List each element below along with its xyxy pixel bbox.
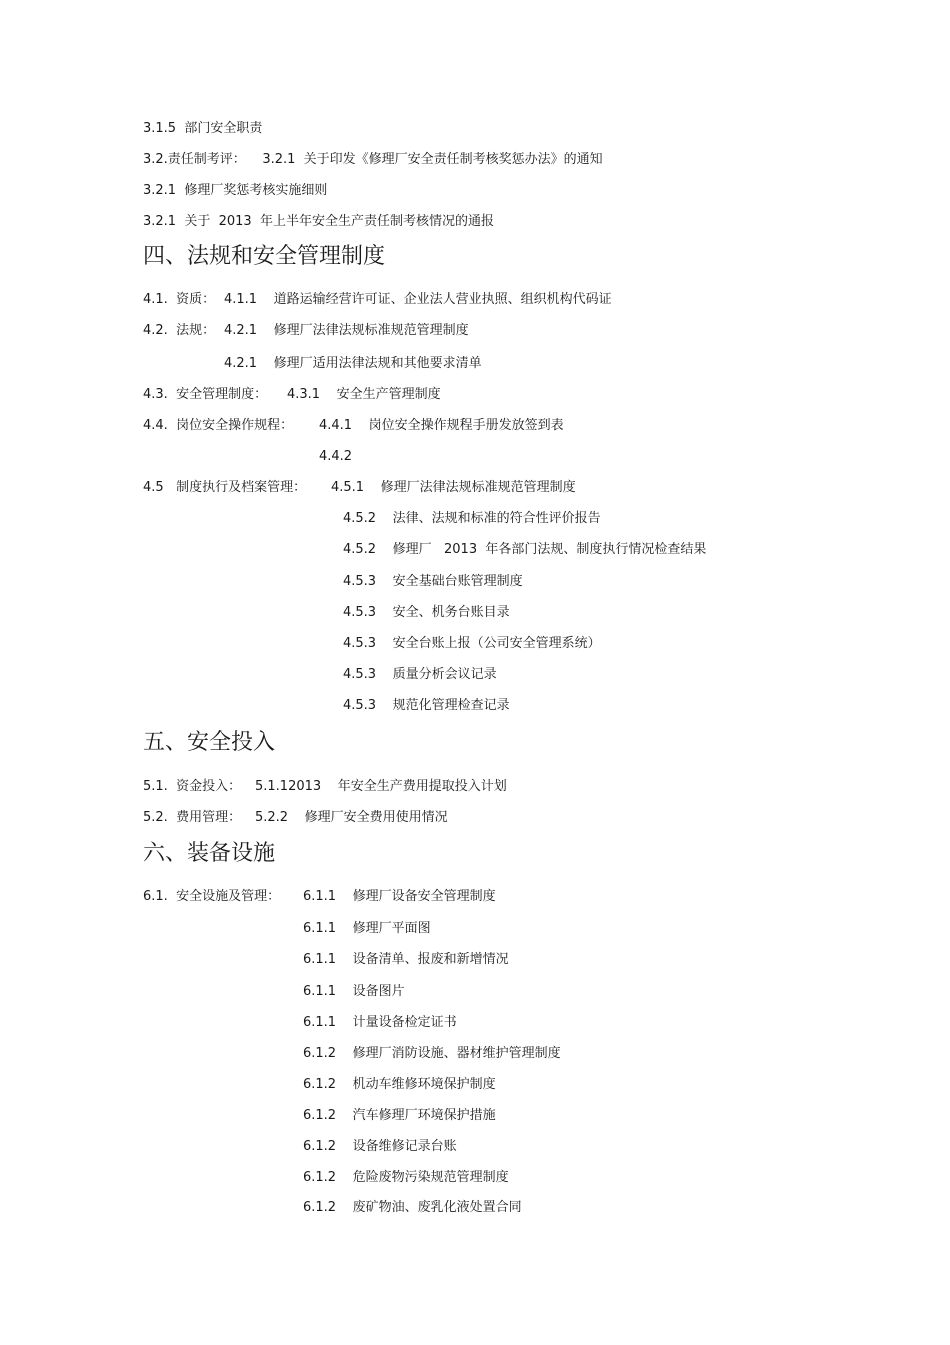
line-4-1-label: 4.1. 资质：: [143, 292, 216, 307]
line-6-1-1-a: 6.1.1 修理厂设备安全管理制度: [303, 889, 496, 904]
line-4-5-3-a: 4.5.3 安全基础台账管理制度: [343, 574, 523, 589]
line-6-1-2-e: 6.1.2 危险废物污染规范管理制度: [303, 1170, 509, 1185]
line-4-4-label: 4.4. 岗位安全操作规程：: [143, 418, 294, 433]
line-3-2: 3.2.责任制考评： 3.2.1 关于印发《修理厂安全责任制考核奖惩办法》的通知: [143, 152, 603, 167]
section-heading-4: 四、法规和安全管理制度: [143, 244, 386, 269]
line-5-1-1: 5.1.12013 年安全生产费用提取投入计划: [255, 779, 507, 794]
line-4-3-label: 4.3. 安全管理制度：: [143, 387, 268, 402]
line-4-2-label: 4.2. 法规：: [143, 323, 216, 338]
section-heading-6: 六、装备设施: [143, 841, 276, 866]
line-5-1-label: 5.1. 资金投入：: [143, 779, 242, 794]
line-4-5-2-a: 4.5.2 法律、法规和标准的符合性评价报告: [343, 511, 601, 526]
line-4-4-1: 4.4.1 岗位安全操作规程手册发放签到表: [319, 418, 564, 433]
line-4-3-1: 4.3.1 安全生产管理制度: [287, 387, 441, 402]
line-6-1-1-b: 6.1.1 修理厂平面图: [303, 921, 431, 936]
line-4-1-1: 4.1.1 道路运输经营许可证、企业法人营业执照、组织机构代码证: [224, 292, 612, 307]
line-6-1-2-d: 6.1.2 设备维修记录台账: [303, 1139, 457, 1154]
line-4-5-2-b: 4.5.2 修理厂 2013 年各部门法规、制度执行情况检查结果: [343, 542, 707, 557]
line-3-1-5: 3.1.5 部门安全职责: [143, 121, 263, 136]
line-6-1-2-c: 6.1.2 汽车修理厂环境保护措施: [303, 1108, 496, 1123]
section-heading-5: 五、安全投入: [143, 730, 276, 755]
line-4-4-2: 4.4.2: [319, 449, 353, 464]
line-4-5-3-b: 4.5.3 安全、机务台账目录: [343, 605, 510, 620]
line-4-2-1-b: 4.2.1 修理厂适用法律法规和其他要求清单: [224, 356, 482, 371]
line-4-5-3-e: 4.5.3 规范化管理检查记录: [343, 698, 510, 713]
line-4-5-3-c: 4.5.3 安全台账上报（公司安全管理系统）: [343, 636, 601, 651]
line-4-5-3-d: 4.5.3 质量分析会议记录: [343, 667, 497, 682]
line-3-2-1-a: 3.2.1 修理厂奖惩考核实施细则: [143, 183, 328, 198]
line-6-1-2-f: 6.1.2 废矿物油、废乳化液处置合同: [303, 1200, 522, 1215]
line-6-1-1-e: 6.1.1 计量设备检定证书: [303, 1015, 457, 1030]
line-3-2-1-b: 3.2.1 关于 2013 年上半年安全生产责任制考核情况的通报: [143, 214, 494, 229]
line-6-1-2-a: 6.1.2 修理厂消防设施、器材维护管理制度: [303, 1046, 561, 1061]
line-4-5-1: 4.5.1 修理厂法律法规标准规范管理制度: [331, 480, 576, 495]
line-4-2-1-a: 4.2.1 修理厂法律法规标准规范管理制度: [224, 323, 469, 338]
line-6-1-1-c: 6.1.1 设备清单、报废和新增情况: [303, 952, 509, 967]
line-6-1-label: 6.1. 安全设施及管理：: [143, 889, 281, 904]
line-4-5-label: 4.5 制度执行及档案管理：: [143, 480, 307, 495]
line-6-1-2-b: 6.1.2 机动车维修环境保护制度: [303, 1077, 496, 1092]
line-5-2-label: 5.2. 费用管理：: [143, 810, 242, 825]
line-5-2-2: 5.2.2 修理厂安全费用使用情况: [255, 810, 448, 825]
line-6-1-1-d: 6.1.1 设备图片: [303, 984, 405, 999]
